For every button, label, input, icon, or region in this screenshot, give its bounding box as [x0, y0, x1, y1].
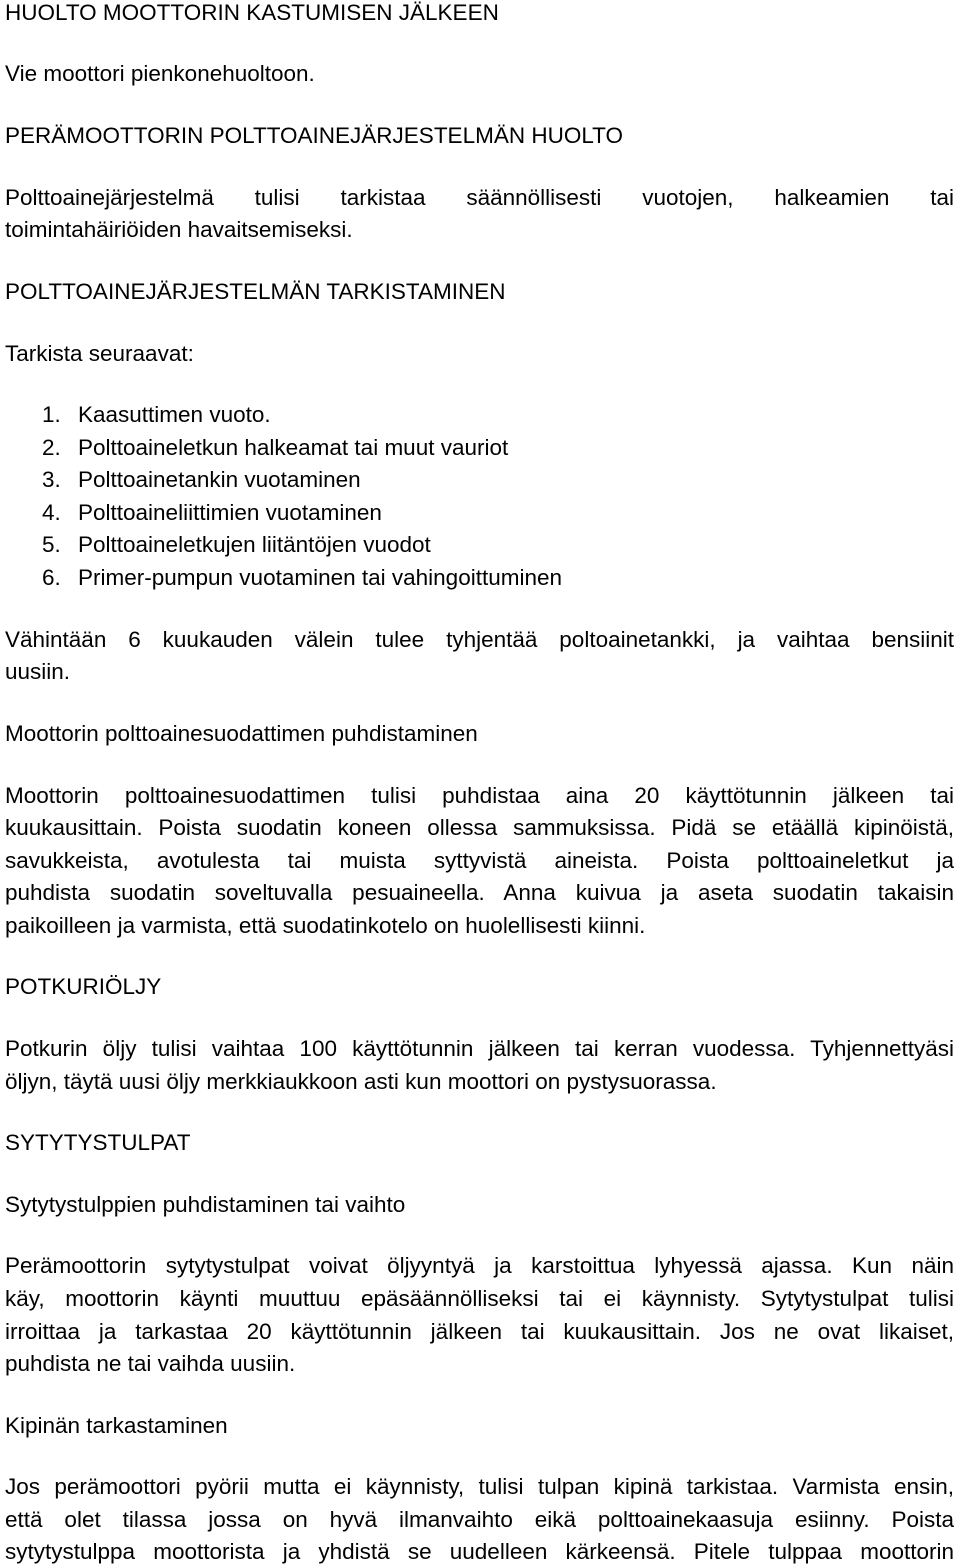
paragraph-line: öljyn, täytä uusi öljy merkkiaukkoon asti kun moottori on pystysuorassa.	[5, 1069, 717, 1094]
heading-spark-plugs: SYTYTYSTULPAT	[5, 1130, 191, 1155]
list-text: Polttoainetankin vuotaminen	[78, 467, 361, 492]
list-text: Polttoaineletkun halkeamat tai muut vauriot	[78, 435, 509, 460]
paragraph-line: Vähintään 6 kuukauden välein tulee tyhjentää poltoainetankki, ja vaihtaa bensiinit	[5, 627, 954, 652]
subheading-fuel-filter-cleaning: Moottorin polttoainesuodattimen puhdistaminen	[5, 721, 478, 746]
list-item	[42, 529, 431, 561]
heading-wet-engine-service: HUOLTO MOOTTORIN KASTUMISEN JÄLKEEN	[5, 0, 499, 25]
paragraph-line: käy, moottorin käynti muuttuu epäsäännölliseksi tai ei käynnisty. Sytytystulpat tulisi	[5, 1286, 954, 1311]
paragraph-line: kuukausittain. Poista suodatin koneen ollessa sammuksissa. Pidä se etäällä kipinöistä,	[5, 815, 954, 840]
heading-fuel-system-service: PERÄMOOTTORIN POLTTOAINEJÄRJESTELMÄN HUOLTO	[5, 123, 624, 148]
paragraph-line: puhdista ne tai vaihda uusiin.	[5, 1351, 296, 1376]
paragraph-line: sytytystulppa moottorista ja yhdistä se uudelleen kärkeensä. Pitele tulppaa moottorin	[5, 1539, 954, 1564]
heading-propeller-oil: POTKURIÖLJY	[5, 974, 162, 999]
list-text: Kaasuttimen vuoto.	[78, 402, 271, 427]
paragraph-line: Moottorin polttoainesuodattimen tulisi puhdistaa aina 20 käyttötunnin jälkeen tai	[5, 783, 954, 808]
subheading-spark-plug-cleaning: Sytytystulppien puhdistaminen tai vaihto	[5, 1192, 406, 1217]
paragraph-line: Vie moottori pienkonehuoltoon.	[5, 61, 315, 86]
list-number: 3.	[42, 467, 61, 492]
paragraph-line: Polttoainejärjestelmä tulisi tarkistaa säännöllisesti vuotojen, halkeamien tai	[5, 185, 954, 210]
list-item	[42, 464, 361, 496]
paragraph-line: paikoilleen ja varmista, että suodatinkotelo on huolellisesti kiinni.	[5, 913, 646, 938]
list-number: 4.	[42, 500, 61, 525]
paragraph-line: että olet tilassa jossa on hyvä ilmanvaihto eikä polttoainekaasuja esiinny. Poista	[5, 1507, 954, 1532]
list-text: Primer-pumpun vuotaminen tai vahingoittuminen	[78, 565, 563, 590]
paragraph-line: irroittaa ja tarkastaa 20 käyttötunnin jälkeen tai kuukausittain. Jos ne ovat likaiset,	[5, 1319, 954, 1344]
heading-fuel-system-check: POLTTOAINEJÄRJESTELMÄN TARKISTAMINEN	[5, 279, 506, 304]
subheading-spark-check: Kipinän tarkastaminen	[5, 1413, 228, 1438]
list-text: Polttoaineletkujen liitäntöjen vuodot	[78, 532, 431, 557]
list-number: 5.	[42, 532, 61, 557]
paragraph-line: Potkurin öljy tulisi vaihtaa 100 käyttötunnin jälkeen tai kerran vuodessa. Tyhjennettyäsi	[5, 1036, 954, 1061]
paragraph-line: toimintahäiriöiden havaitsemiseksi.	[5, 217, 353, 242]
list-number: 2.	[42, 435, 61, 460]
list-number: 1.	[42, 402, 61, 427]
list-item	[42, 432, 508, 464]
list-number: 6.	[42, 565, 61, 590]
paragraph-line: uusiin.	[5, 659, 71, 684]
list-item	[42, 562, 562, 594]
paragraph-line: puhdista suodatin soveltuvalla pesuaineella. Anna kuivua ja aseta suodatin takaisin	[5, 880, 954, 905]
paragraph-line: Perämoottorin sytytystulpat voivat öljyyntyä ja karstoittua lyhyessä ajassa. Kun näin	[5, 1253, 954, 1278]
list-item	[42, 497, 382, 529]
paragraph-line: Jos perämoottori pyörii mutta ei käynnisty, tulisi tulpan kipinä tarkistaa. Varmista ensin,	[5, 1474, 954, 1499]
paragraph-line: savukkeista, avotulesta tai muista syttyvistä aineista. Poista polttoaineletkut ja	[5, 848, 954, 873]
list-item	[42, 399, 271, 431]
list-text: Polttoaineliittimien vuotaminen	[78, 500, 382, 525]
paragraph-line: Tarkista seuraavat:	[5, 341, 194, 366]
